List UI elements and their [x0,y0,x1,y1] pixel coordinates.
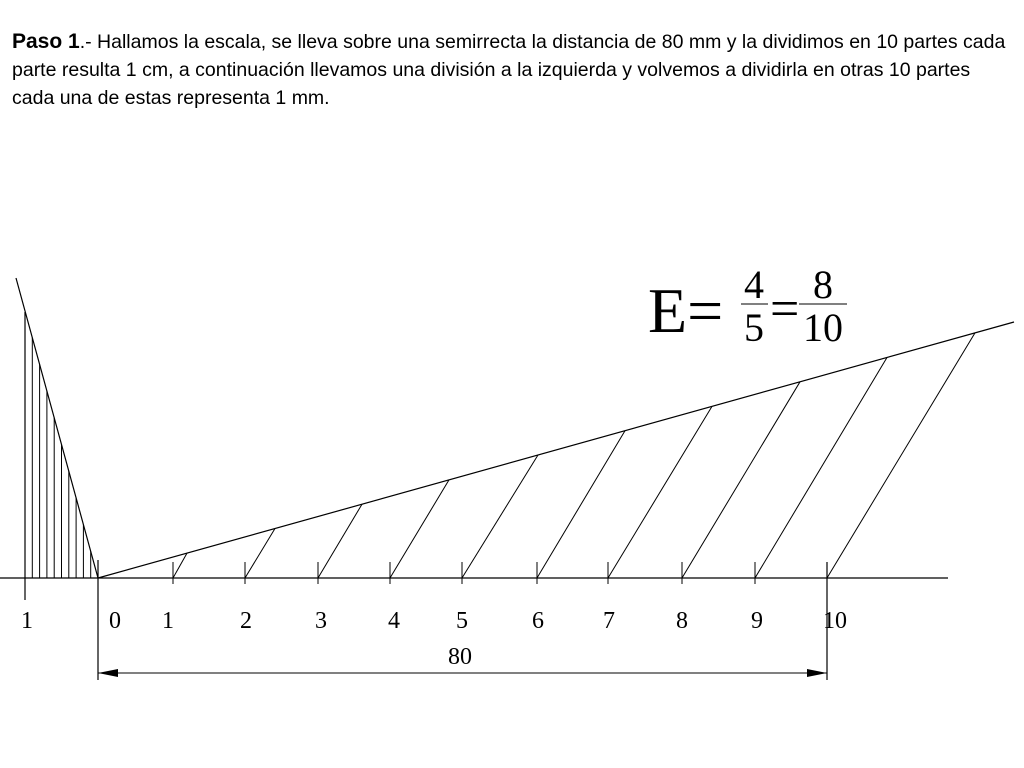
left-subdivision-lines [32,338,90,578]
left-oblique-line [16,278,98,578]
scale-label-9: 9 [751,608,763,634]
formula-numerator-2: 8 [813,262,833,307]
scale-labels [109,608,847,634]
parallel-line-8 [682,382,800,578]
parallel-line-4 [390,480,449,578]
left-division-label: 1 [21,608,33,634]
formula-equals: = [770,281,800,338]
scale-formula [648,262,847,350]
scale-label-7: 7 [603,608,615,634]
scale-label-6: 6 [532,608,544,634]
formula-denominator-2: 10 [803,305,843,350]
scale-label-5: 5 [456,608,468,634]
oblique-auxiliary-line [98,322,1014,578]
dimension-arrow-right [807,669,827,677]
scale-label-10: 10 [823,608,847,634]
step-text: .- Hallamos la escala, se lleva sobre una semirrecta la distancia de 80 mm y la dividimos en 10 partes cada parte resulta 1 cm, a continuación llevamos una división a la izquierda y volvemos a dividirla en otras 10 partes cada una de estas representa 1 mm. [12,31,1006,109]
parallel-line-9 [755,357,887,578]
scale-label-8: 8 [676,608,688,634]
dimension-arrow-left [98,669,118,677]
scale-label-0: 0 [109,608,121,634]
scale-ticks [173,562,755,584]
formula-denominator-1: 5 [744,305,764,350]
formula-lhs: E= [648,275,724,346]
formula-numerator-1: 4 [744,262,764,307]
scale-label-3: 3 [315,608,327,634]
dimension-label: 80 [448,644,472,670]
parallel-transfer-lines [173,333,975,578]
parallel-line-6 [537,431,625,578]
scale-label-1: 1 [162,608,174,634]
scale-label-2: 2 [240,608,252,634]
step-label: Paso 1 [12,30,80,53]
parallel-line-10 [827,333,975,578]
scale-label-4: 4 [388,608,400,634]
